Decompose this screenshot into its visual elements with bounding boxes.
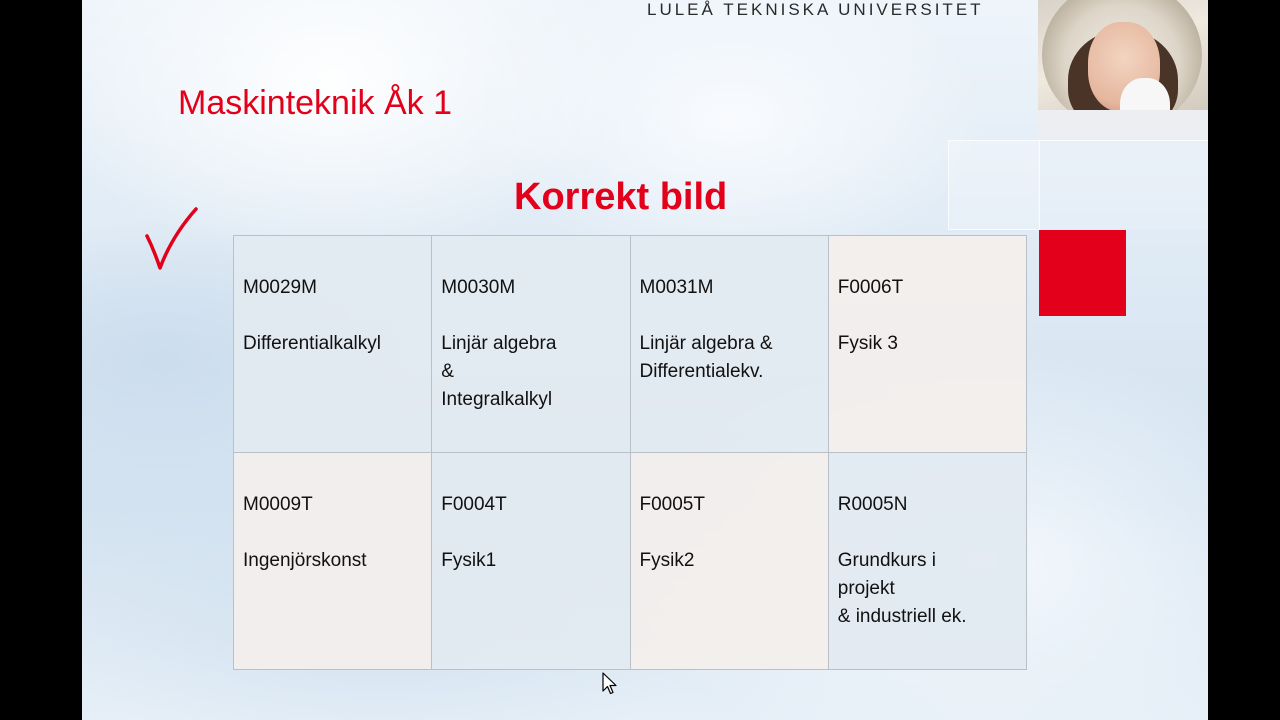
- course-name: Grundkurs i projekt & industriell ek.: [837, 550, 967, 627]
- course-cell: [630, 453, 828, 670]
- slide-title: Maskinteknik Åk 1: [178, 84, 452, 122]
- course-code: M0030M: [441, 277, 516, 298]
- course-code: F0006T: [837, 277, 904, 298]
- course-name: Linjär algebra & Integralkalkyl: [441, 333, 557, 410]
- course-name: Ingenjörskonst: [243, 550, 367, 571]
- mouse-cursor-icon: [602, 672, 618, 696]
- course-cell: [432, 236, 630, 453]
- course-cell: [234, 453, 432, 670]
- course-cell: [630, 236, 828, 453]
- course-code: M0029M: [243, 277, 317, 298]
- header-photo: [1038, 0, 1208, 140]
- course-name: Fysik2: [639, 550, 695, 571]
- course-name: Linjär algebra & Differentialekv.: [639, 333, 773, 382]
- slide-subtitle: Korrekt bild: [514, 176, 728, 218]
- course-name: Differentialkalkyl: [243, 333, 381, 354]
- university-name: LULEÅ TEKNISKA UNIVERSITET: [647, 0, 984, 19]
- table-row: [234, 453, 1027, 670]
- course-cell: [828, 236, 1026, 453]
- table-row: [234, 236, 1027, 453]
- decorative-pane: [1038, 140, 1208, 229]
- brand-red-square: [1039, 230, 1126, 316]
- course-cell: [234, 236, 432, 453]
- course-table: [233, 235, 1027, 670]
- course-code: M0009T: [243, 494, 313, 515]
- course-name: Fysik1: [441, 550, 497, 571]
- course-code: F0004T: [441, 494, 507, 515]
- course-cell: [432, 453, 630, 670]
- presentation-slide: [82, 0, 1208, 720]
- course-code: F0005T: [639, 494, 705, 515]
- course-code: R0005N: [837, 494, 908, 515]
- course-cell: [828, 453, 1026, 670]
- course-name: Fysik 3: [837, 333, 898, 354]
- course-code: M0031M: [639, 277, 714, 298]
- checkmark-icon: [144, 206, 198, 274]
- decorative-pane: [948, 140, 1040, 230]
